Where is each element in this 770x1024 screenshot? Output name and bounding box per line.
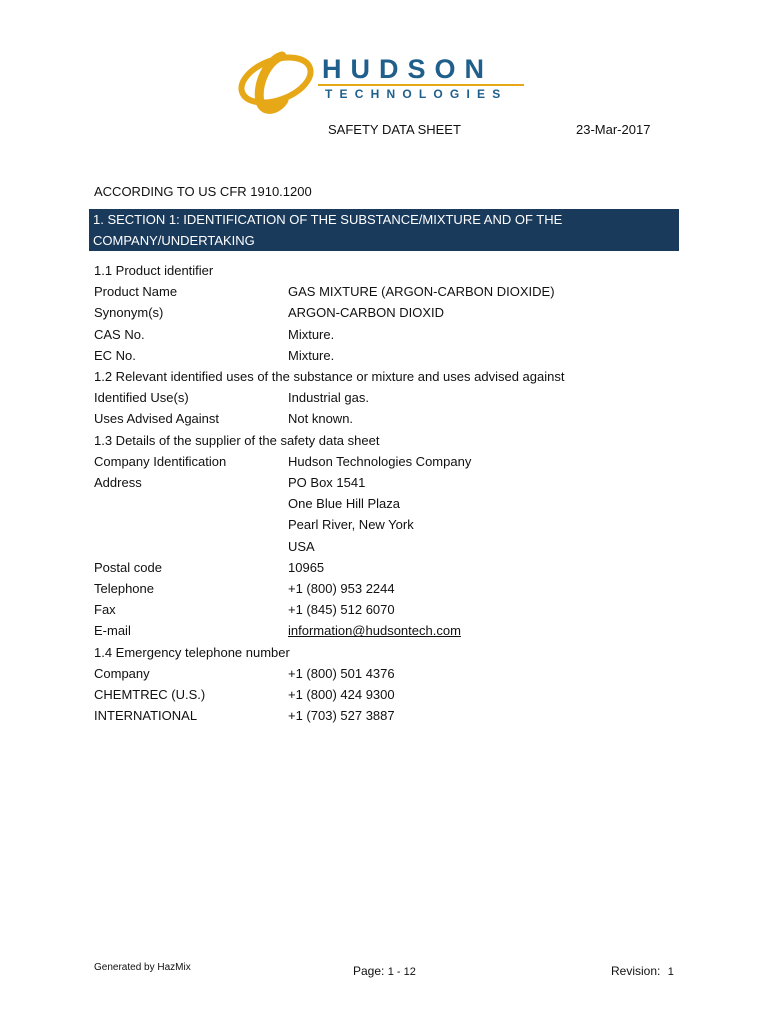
email-link[interactable]: information@hudsontech.com bbox=[288, 623, 461, 639]
row-value: Pearl River, New York bbox=[288, 517, 414, 533]
row-value: +1 (845) 512 6070 bbox=[288, 602, 395, 618]
row-value: +1 (800) 953 2244 bbox=[288, 581, 395, 596]
row-label: Company bbox=[94, 665, 150, 681]
logo-subtitle: TECHNOLOGIES bbox=[325, 87, 508, 101]
row-value: Mixture. bbox=[288, 326, 335, 342]
row-value: PO Box 1541 bbox=[288, 475, 366, 490]
row-label: Product Name bbox=[94, 284, 178, 300]
row-label: CAS No. bbox=[94, 326, 145, 342]
row-value: ARGON-CARBON DIOXID bbox=[288, 305, 445, 321]
row-label: Company Identification bbox=[94, 453, 227, 469]
row-label: E-mail bbox=[94, 623, 131, 639]
section-header bbox=[89, 209, 679, 251]
row-value: +1 (703) 527 3887 bbox=[288, 708, 395, 724]
row-label: Fax bbox=[94, 602, 116, 618]
row-value: Mixture. bbox=[288, 347, 335, 363]
regulation-reference: ACCORDING TO US CFR 1910.1200 bbox=[94, 184, 312, 199]
revision-value: 1 bbox=[667, 966, 674, 978]
row-label: Uses Advised Against bbox=[94, 411, 220, 427]
row-label: Postal code bbox=[94, 559, 162, 575]
row-label: CHEMTREC (U.S.) bbox=[94, 687, 206, 702]
revision-number bbox=[611, 964, 674, 978]
row-value: GAS MIXTURE (ARGON-CARBON DIOXIDE) bbox=[288, 284, 555, 300]
row-label: Synonym(s) bbox=[94, 305, 164, 321]
row-value: +1 (800) 501 4376 bbox=[288, 665, 395, 681]
row-value: 10965 bbox=[288, 559, 325, 575]
row-value: USA bbox=[288, 538, 315, 554]
row-label: 1.1 Product identifier bbox=[94, 263, 214, 278]
row-label: Identified Use(s) bbox=[94, 390, 189, 406]
section-title-line2: COMPANY/UNDERTAKING bbox=[93, 233, 255, 248]
row-value: One Blue Hill Plaza bbox=[288, 496, 400, 512]
page-label: Page: bbox=[353, 964, 385, 978]
logo-divider bbox=[318, 84, 524, 86]
row-value: +1 (800) 424 9300 bbox=[288, 687, 395, 702]
row-label: INTERNATIONAL bbox=[94, 708, 198, 724]
revision-label: Revision: bbox=[611, 964, 661, 978]
row-label: EC No. bbox=[94, 347, 136, 363]
page-number bbox=[353, 964, 416, 978]
logo-company-name: HUDSON bbox=[322, 54, 494, 84]
row-label: Address bbox=[94, 475, 142, 490]
hudson-swirl-icon bbox=[238, 44, 318, 118]
row-value: Hudson Technologies Company bbox=[288, 453, 472, 469]
row-value: Not known. bbox=[288, 411, 354, 427]
page-value: 1 - 12 bbox=[387, 966, 416, 978]
row-label: Telephone bbox=[94, 581, 154, 596]
document-title: SAFETY DATA SHEET bbox=[328, 122, 461, 137]
document-date: 23-Mar-2017 bbox=[576, 122, 651, 137]
row-label: 1.4 Emergency telephone number bbox=[94, 644, 290, 660]
generator-note: Generated by HazMix bbox=[94, 962, 191, 973]
row-label: 1.3 Details of the supplier of the safety data sheet bbox=[94, 432, 380, 448]
row-label: 1.2 Relevant identified uses of the substance or mixture and uses advised against bbox=[94, 369, 565, 384]
row-value: Industrial gas. bbox=[288, 390, 369, 406]
section-title-line1: 1. SECTION 1: IDENTIFICATION OF THE SUBSTANCE/MIXTURE AND OF THE bbox=[93, 212, 563, 227]
